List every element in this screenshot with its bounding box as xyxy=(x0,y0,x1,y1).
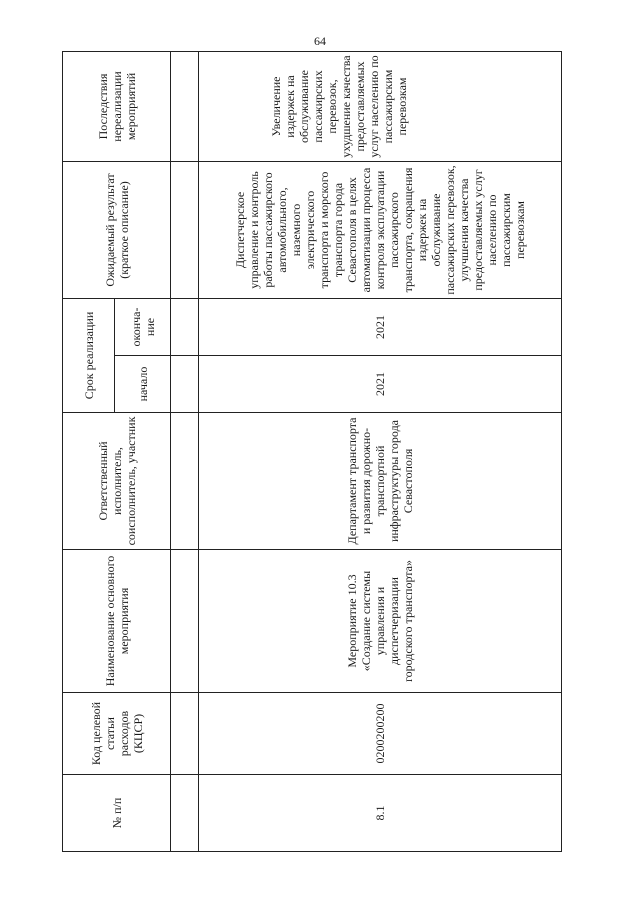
cell-start: 2021 xyxy=(199,356,562,413)
header-term: Срок реализации xyxy=(63,298,115,412)
spacer-row xyxy=(171,51,199,851)
rotated-table-frame xyxy=(62,52,562,852)
cell-consequences: Увеличение издержек на обслуживание пассажирских перевозок, ухудшение качества предоставляемых услуг населению по пассажирским перевозкам xyxy=(199,51,562,161)
program-table xyxy=(62,51,562,852)
cell-num: 8.1 xyxy=(199,775,562,852)
cell-responsible: Департамент транспорта и развития дорожно-транспортной инфраструктуры города Севастополя xyxy=(199,413,562,550)
header-num: № п/п xyxy=(63,775,171,852)
cell-name: Мероприятие 10.3 «Создание системы управления и диспетчеризации городского транспорта» xyxy=(199,550,562,693)
header-term-start: начало xyxy=(115,356,171,413)
cell-code: 0200200200 xyxy=(199,693,562,775)
page-number: 64 xyxy=(314,34,326,48)
header-code: Код целевой статьи расходов (КЦСР) xyxy=(63,693,171,775)
cell-result: Диспетчерское управление и контроль работы пассажирского автомобильного, наземного электрического транспорта и морского транспорта города Севастополя в целях автоматизации процесса контроля эксплуатации пассажирского транспорта, сокращения издержек на обслуживание пассажирских перевозок, улучшения качества предоставляемых услуг населению по пассажирским перевозкам xyxy=(199,161,562,298)
header-name: Наименование основного мероприятия xyxy=(63,550,171,693)
table-row xyxy=(199,51,562,851)
header-result: Ожидаемый результат (краткое описание) xyxy=(63,161,171,298)
cell-end: 2021 xyxy=(199,298,562,355)
header-consequences: Последствия нереализации мероприятий xyxy=(63,51,171,161)
header-responsible: Ответственный исполнитель, соисполнитель, участник xyxy=(63,413,171,550)
header-term-end: оконча-ние xyxy=(115,298,171,355)
